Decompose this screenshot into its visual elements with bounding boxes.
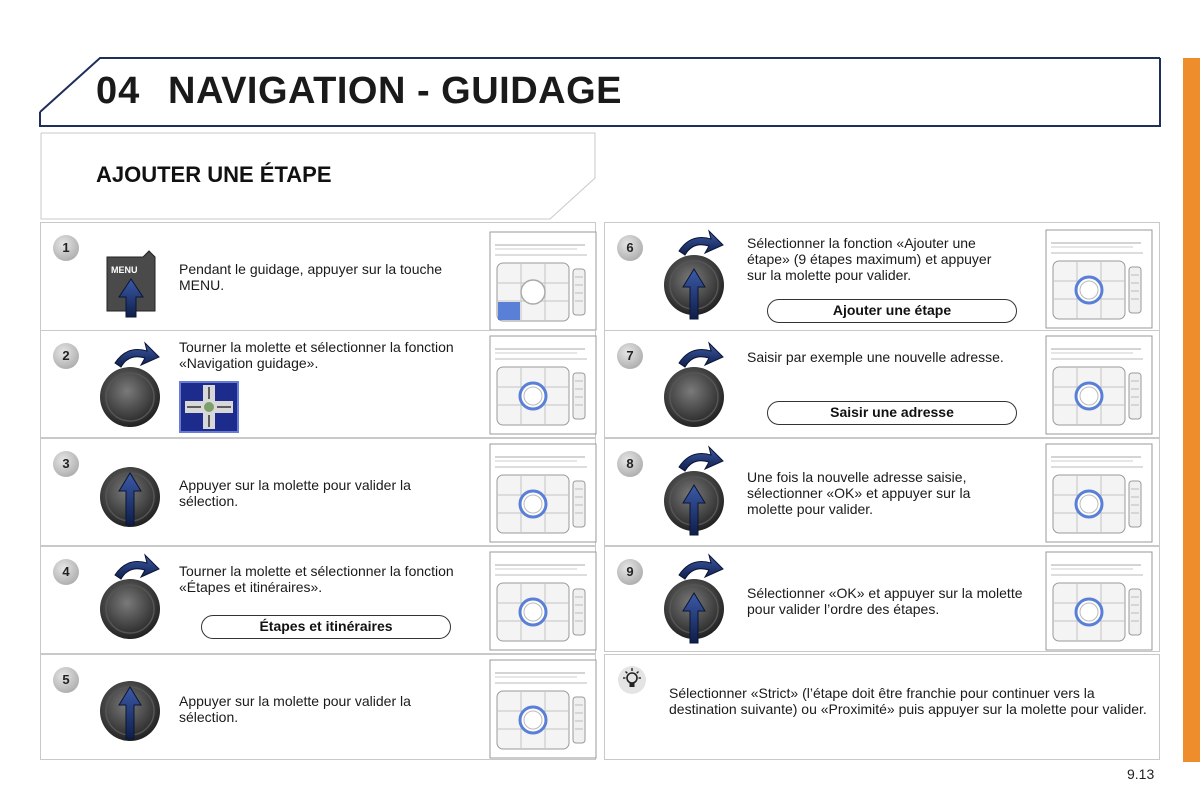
chapter-tab <box>1183 58 1200 762</box>
rotary-knob-turn-press-icon <box>649 439 739 549</box>
chapter-number: 04 <box>96 70 141 112</box>
rotary-knob-turn-icon <box>85 547 175 657</box>
control-panel-illustration <box>489 659 597 759</box>
tip-text: Sélectionner «Strict» (l’étape doit être franchie pour continuer vers la destination suivante) ou «Proximité» puis appuyer sur la molette pour valider. <box>669 685 1147 717</box>
step-number-badge: 2 <box>53 343 79 369</box>
page-number: 9.13 <box>1127 766 1155 782</box>
step-7 <box>604 330 1160 438</box>
step-number-badge: 1 <box>53 235 79 261</box>
control-panel-illustration <box>489 551 597 651</box>
chapter-title: NAVIGATION - GUIDAGE <box>168 70 623 112</box>
section-title: AJOUTER UNE ÉTAPE <box>96 162 332 187</box>
step-text: Pendant le guidage, appuyer sur la touche MENU. <box>179 261 443 293</box>
step-6 <box>604 222 1160 332</box>
step-5 <box>40 654 596 760</box>
tip-box <box>604 654 1160 760</box>
step-2 <box>40 330 596 438</box>
step-text: Appuyer sur la molette pour valider la sélection. <box>179 477 411 509</box>
step-text: Sélectionner «OK» et appuyer sur la molette pour valider l’ordre des étapes. <box>747 585 1023 617</box>
svg-text:MENU: MENU <box>111 265 138 275</box>
control-panel-illustration <box>1045 443 1153 543</box>
step-number-badge: 9 <box>617 559 643 585</box>
menu-key-icon <box>103 249 159 319</box>
step-9 <box>604 546 1160 652</box>
menu-option-button[interactable]: Étapes et itinéraires <box>201 615 451 639</box>
step-number-badge: 7 <box>617 343 643 369</box>
step-text: Tourner la molette et sélectionner la fonction «Étapes et itinéraires». <box>179 563 454 595</box>
control-panel-illustration <box>489 231 597 331</box>
step-1 <box>40 222 596 332</box>
rotary-knob-turn-press-icon <box>649 223 739 333</box>
navigation-crossroad-icon <box>179 381 239 433</box>
control-panel-illustration <box>1045 229 1153 329</box>
step-text: Tourner la molette et sélectionner la fonction «Navigation guidage». <box>179 339 454 371</box>
rotary-knob-turn-icon <box>649 335 739 445</box>
control-panel-illustration <box>489 335 597 435</box>
step-text: Une fois la nouvelle adresse saisie, sélectionner «OK» et appuyer sur la molette pour valider. <box>747 469 971 517</box>
step-text: Saisir par exemple une nouvelle adresse. <box>747 349 1004 365</box>
menu-option-button[interactable]: Ajouter une étape <box>767 299 1017 323</box>
menu-option-button[interactable]: Saisir une adresse <box>767 401 1017 425</box>
control-panel-illustration <box>1045 335 1153 435</box>
rotary-knob-press-icon <box>85 435 175 545</box>
step-number-badge: 3 <box>53 451 79 477</box>
step-4 <box>40 546 596 654</box>
lightbulb-icon <box>617 665 647 695</box>
step-number-badge: 5 <box>53 667 79 693</box>
step-text: Appuyer sur la molette pour valider la sélection. <box>179 693 411 725</box>
step-text: Sélectionner la fonction «Ajouter une étape» (9 étapes maximum) et appuyer sur la molette pour valider. <box>747 235 992 283</box>
rotary-knob-turn-icon <box>85 335 175 445</box>
control-panel-illustration <box>489 443 597 543</box>
step-number-badge: 8 <box>617 451 643 477</box>
step-number-badge: 4 <box>53 559 79 585</box>
step-number-badge: 6 <box>617 235 643 261</box>
step-8 <box>604 438 1160 546</box>
control-panel-illustration <box>1045 551 1153 651</box>
rotary-knob-press-icon <box>85 649 175 759</box>
step-3 <box>40 438 596 546</box>
rotary-knob-turn-press-icon <box>649 547 739 657</box>
